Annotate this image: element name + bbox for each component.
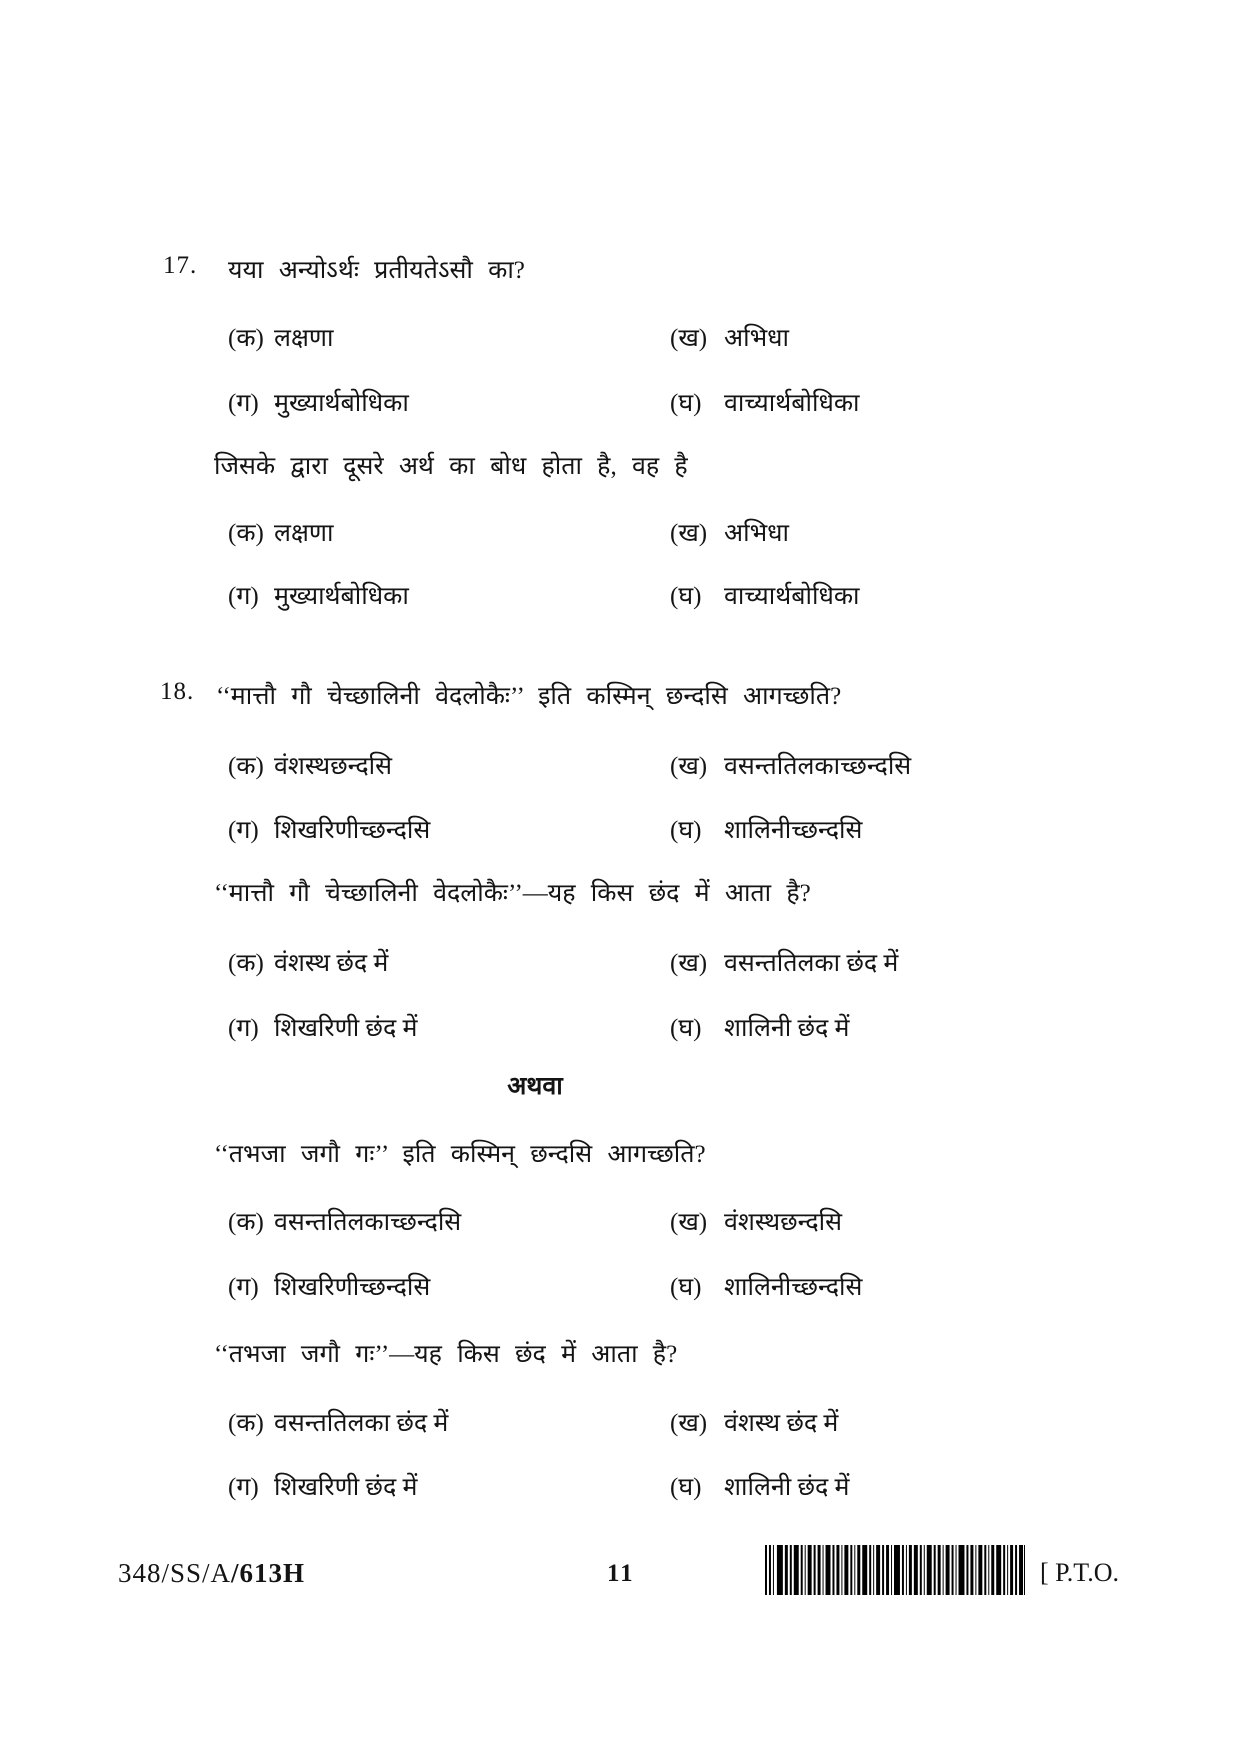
option-marker: (ख) (670, 325, 708, 352)
option-label: शिखरिणीच्छन्दसि (274, 817, 431, 844)
question-18-line (0, 678, 1241, 718)
option-label: शालिनीच्छन्दसि (724, 1274, 863, 1301)
question-number: 18. (160, 678, 195, 705)
option-item (670, 812, 862, 846)
option-item (670, 945, 898, 979)
option-marker: (क) (228, 950, 264, 977)
option-label: शिखरिणी छंद में (274, 1015, 418, 1042)
options-row (0, 1204, 1241, 1244)
question-18-alt-hindi-line (0, 1336, 1241, 1376)
question-17-hindi-line (0, 448, 1241, 488)
options-row (0, 1010, 1241, 1050)
option-marker: (ग) (228, 1274, 259, 1301)
paper-code-bold: /613H (231, 1558, 306, 1588)
or-divider-row (0, 1068, 1241, 1108)
option-item (228, 1405, 448, 1439)
option-marker: (घ) (670, 1274, 702, 1301)
option-label: वाच्यार्थबोधिका (724, 583, 860, 610)
option-label: शिखरिणी छंद में (274, 1474, 418, 1501)
option-item (228, 945, 388, 979)
barcode-icon (765, 1545, 1025, 1595)
option-marker: (ग) (228, 817, 259, 844)
option-item (670, 578, 860, 612)
option-marker: (ख) (670, 520, 708, 547)
option-label: मुख्यार्थबोधिका (274, 390, 409, 417)
option-label: शालिनीच्छन्दसि (724, 817, 863, 844)
option-item (670, 1010, 850, 1044)
pto-label: [ P.T.O. (1040, 1558, 1119, 1587)
options-row (0, 385, 1241, 425)
option-item (228, 578, 409, 612)
options-row (0, 515, 1241, 555)
question-text-hindi: ‘‘मात्तौ गौ चेच्छालिनी वेदलोकैः’’—यह किस छंद में आता है? (214, 880, 811, 907)
option-label: अभिधा (724, 520, 790, 547)
option-item (670, 515, 789, 549)
option-label: वंशस्थ छंद में (274, 950, 389, 977)
option-item (228, 385, 409, 419)
option-marker: (ग) (228, 583, 259, 610)
option-marker: (क) (228, 325, 264, 352)
option-item (228, 748, 392, 782)
option-item (670, 748, 911, 782)
option-item (228, 1469, 417, 1503)
option-marker: (क) (228, 753, 264, 780)
option-marker: (घ) (670, 583, 702, 610)
question-text: ‘‘तभजा जगौ गः’’ इति कस्मिन् छन्दसि आगच्छति? (214, 1141, 706, 1168)
option-label: वंशस्थछन्दसि (724, 1209, 843, 1236)
option-item (228, 1269, 430, 1303)
option-marker: (ख) (670, 950, 708, 977)
option-item (670, 1469, 850, 1503)
option-item (228, 1010, 417, 1044)
option-item (670, 1405, 838, 1439)
option-item (670, 1269, 862, 1303)
option-label: वंशस्थछन्दसि (274, 753, 393, 780)
question-number: 17. (163, 252, 198, 279)
option-item (228, 812, 430, 846)
option-label: लक्षणा (274, 520, 334, 547)
option-marker: (ग) (228, 1015, 259, 1042)
option-item (228, 320, 333, 354)
option-label: अभिधा (724, 325, 790, 352)
option-label: वाच्यार्थबोधिका (724, 390, 860, 417)
option-marker: (घ) (670, 1474, 702, 1501)
options-row (0, 1269, 1241, 1309)
question-text: ‘‘मात्तौ गौ चेच्छालिनी वेदलोकैः’’ इति कस्मिन् छन्दसि आगच्छति? (216, 683, 842, 710)
option-item (670, 1204, 842, 1238)
options-row (0, 1405, 1241, 1445)
option-marker: (ग) (228, 390, 259, 417)
option-label: वसन्ततिलकाच्छन्दसि (274, 1209, 462, 1236)
option-marker: (क) (228, 1410, 264, 1437)
question-text: यया अन्योऽर्थः प्रतीयतेऽसौ का? (228, 257, 525, 284)
paper-code-regular: 348/SS/A (118, 1558, 232, 1588)
option-item (228, 515, 333, 549)
question-18-hindi-line (0, 875, 1241, 915)
option-label: शालिनी छंद में (724, 1474, 850, 1501)
option-marker: (क) (228, 520, 264, 547)
options-row (0, 320, 1241, 360)
options-row (0, 1469, 1241, 1509)
option-item (670, 320, 789, 354)
option-label: लक्षणा (274, 325, 334, 352)
question-text-hindi: ‘‘तभजा जगौ गः’’—यह किस छंद में आता है? (214, 1341, 678, 1368)
page-number: 11 (607, 1560, 635, 1587)
option-item (670, 385, 860, 419)
paper-code (118, 1558, 305, 1589)
option-label: वंशस्थ छंद में (724, 1410, 839, 1437)
options-row (0, 748, 1241, 788)
option-marker: (क) (228, 1209, 264, 1236)
option-item (228, 1204, 461, 1238)
option-marker: (ख) (670, 1410, 708, 1437)
option-label: वसन्ततिलका छंद में (274, 1410, 449, 1437)
option-marker: (ख) (670, 753, 708, 780)
option-label: वसन्ततिलका छंद में (724, 950, 899, 977)
option-label: वसन्ततिलकाच्छन्दसि (724, 753, 912, 780)
options-row (0, 812, 1241, 852)
question-18-alt-line (0, 1136, 1241, 1176)
option-marker: (घ) (670, 390, 702, 417)
option-marker: (ख) (670, 1209, 708, 1236)
question-17-line (0, 252, 1241, 292)
options-row (0, 945, 1241, 985)
options-row (0, 578, 1241, 618)
option-marker: (घ) (670, 817, 702, 844)
question-text-hindi: जिसके द्वारा दूसरे अर्थ का बोध होता है, वह है (214, 453, 688, 480)
or-divider: अथवा (507, 1073, 563, 1100)
option-label: मुख्यार्थबोधिका (274, 583, 409, 610)
option-marker: (ग) (228, 1474, 259, 1501)
option-label: शालिनी छंद में (724, 1015, 850, 1042)
option-label: शिखरिणीच्छन्दसि (274, 1274, 431, 1301)
option-marker: (घ) (670, 1015, 702, 1042)
